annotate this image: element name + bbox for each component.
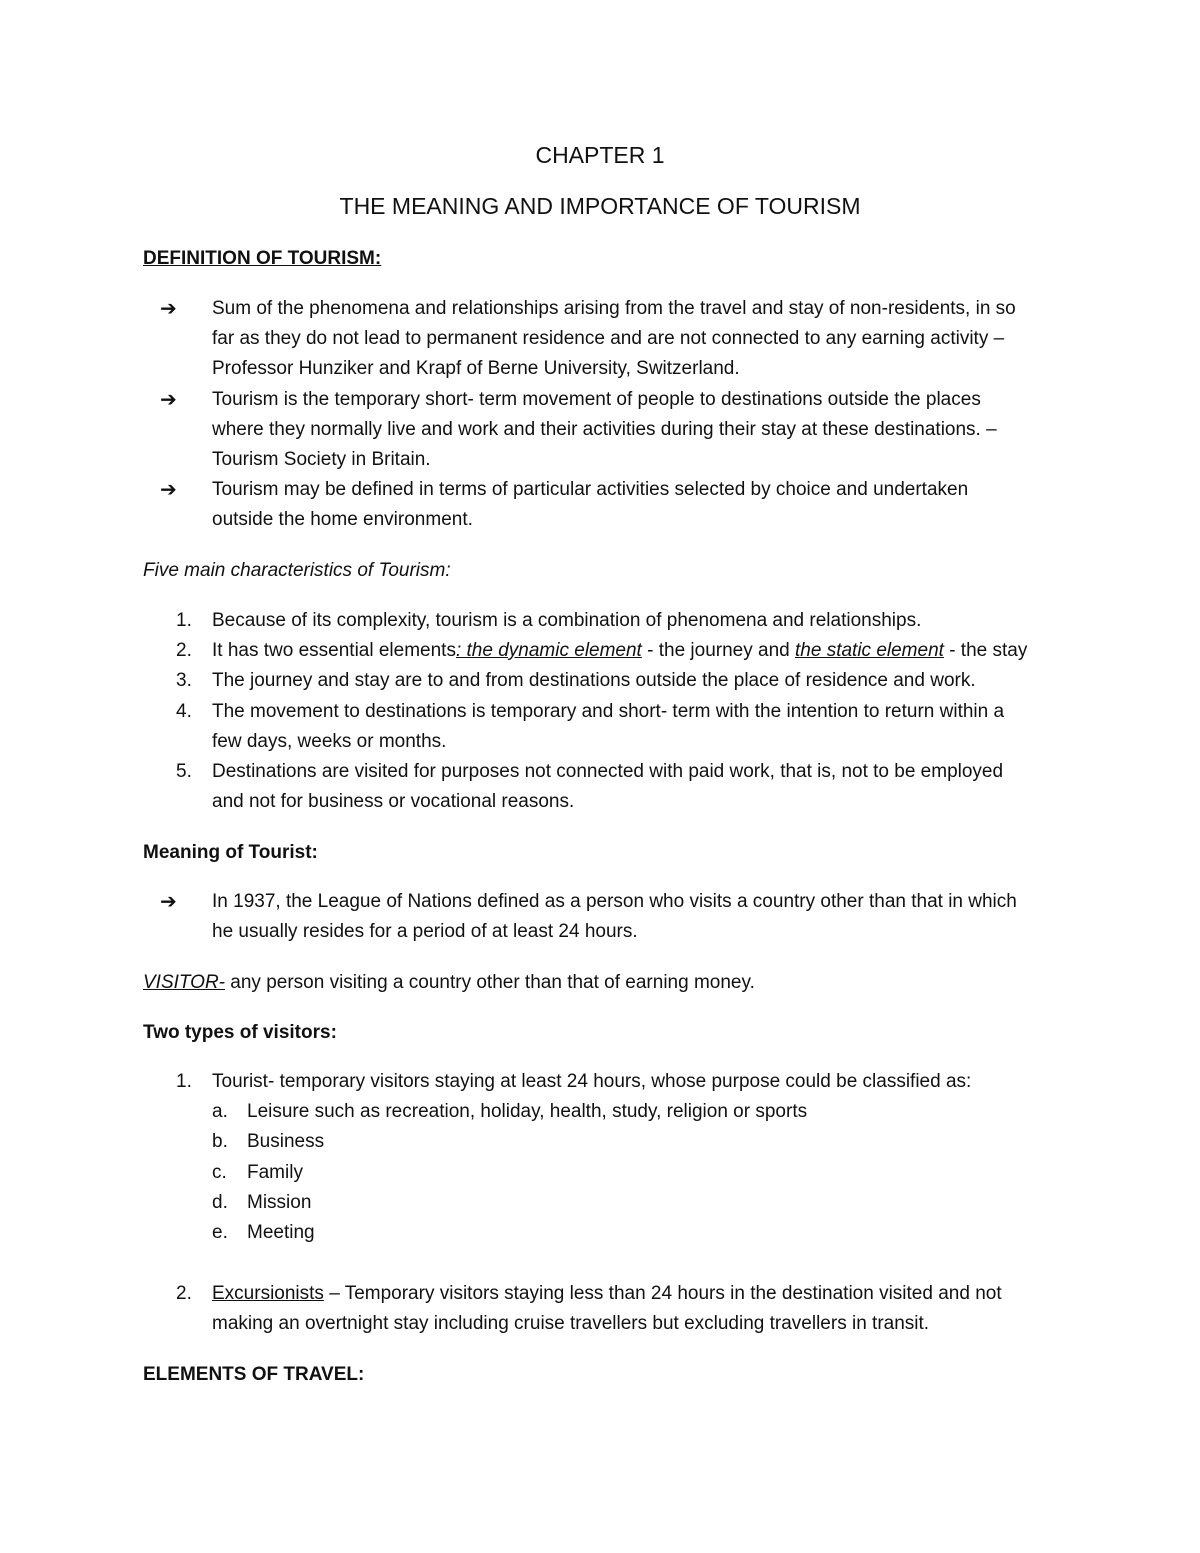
- characteristic-1: Because of its complexity, tourism is a combination of phenomena and relationships.: [212, 610, 922, 631]
- visitor-definition: [143, 971, 755, 995]
- excursionists-text: – Temporary visitors staying less than 24 hours in the destination visited and not: [323, 1283, 1002, 1304]
- list-number: 4.: [176, 701, 192, 722]
- characteristics-heading: Five main characteristics of Tourism:: [143, 560, 451, 581]
- characteristic-5-line-2: and not for business or vocational reasons.: [212, 791, 575, 812]
- definition-3-line-2: outside the home environment.: [212, 509, 473, 530]
- characteristic-3: The journey and stay are to and from destinations outside the place of residence and work.: [212, 670, 976, 691]
- purpose-item: Leisure such as recreation, holiday, health, study, religion or sports: [247, 1101, 808, 1122]
- definition-3-line-1: Tourism may be defined in terms of particular activities selected by choice and undertaken: [212, 479, 969, 500]
- list-letter: e.: [212, 1222, 228, 1243]
- list-letter: a.: [212, 1101, 228, 1122]
- visitor-type-excursionists-line-2: making an overtnight stay including cruise travellers but excluding travellers in transit.: [212, 1313, 930, 1334]
- characteristic-2-post: - the stay: [943, 640, 1028, 661]
- arrow-bullet-icon: ➔: [160, 389, 177, 411]
- visitor-text: any person visiting a country other than that of earning money.: [225, 972, 755, 993]
- arrow-bullet-icon: ➔: [160, 298, 177, 320]
- arrow-bullet-icon: ➔: [160, 479, 177, 501]
- tourist-definition-line-1: In 1937, the League of Nations defined as a person who visits a country other than that in which: [212, 891, 1017, 912]
- visitor-type-excursionists-line-1: [212, 1282, 1002, 1306]
- characteristic-2-mid: - the journey and: [641, 640, 795, 661]
- definition-2-line-3: Tourism Society in Britain.: [212, 449, 431, 470]
- characteristic-2-pre: It has two essential elements: [212, 640, 456, 661]
- definition-1-line-3: Professor Hunziker and Krapf of Berne University, Switzerland.: [212, 358, 740, 379]
- dynamic-element-term: : the dynamic element: [455, 640, 642, 661]
- definition-2-line-1: Tourism is the temporary short- term movement of people to destinations outside the places: [212, 389, 981, 410]
- tourist-definition-line-2: he usually resides for a period of at least 24 hours.: [212, 921, 638, 942]
- purpose-item: Mission: [247, 1192, 312, 1213]
- arrow-bullet-icon: ➔: [160, 891, 177, 913]
- definition-heading: DEFINITION OF TOURISM:: [143, 248, 382, 269]
- list-number: 1.: [176, 1071, 192, 1092]
- list-number: 2.: [176, 1283, 192, 1304]
- visitor-type-tourist: Tourist- temporary visitors staying at least 24 hours, whose purpose could be classified as:: [212, 1071, 972, 1092]
- list-letter: c.: [212, 1162, 227, 1183]
- definition-1-line-2: far as they do not lead to permanent residence and are not connected to any earning activity –: [212, 328, 1005, 349]
- visitor-term: VISITOR-: [143, 972, 225, 993]
- purpose-item: Meeting: [247, 1222, 315, 1243]
- characteristic-4-line-2: few days, weeks or months.: [212, 731, 447, 752]
- excursionists-term: Excursionists: [212, 1283, 324, 1304]
- list-letter: b.: [212, 1131, 228, 1152]
- static-element-term: the static element: [795, 640, 944, 661]
- characteristic-5-line-1: Destinations are visited for purposes not connected with paid work, that is, not to be employed: [212, 761, 1004, 782]
- list-letter: d.: [212, 1192, 228, 1213]
- tourist-heading: Meaning of Tourist:: [143, 842, 318, 863]
- definition-1-line-1: Sum of the phenomena and relationships arising from the travel and stay of non-residents, in so: [212, 298, 1016, 319]
- characteristic-2: [212, 639, 1027, 663]
- list-number: 5.: [176, 761, 192, 782]
- list-number: 2.: [176, 640, 192, 661]
- definition-2-line-2: where they normally live and work and their activities during their stay at these destinations. –: [212, 419, 997, 440]
- elements-heading: ELEMENTS OF TRAVEL:: [143, 1364, 365, 1385]
- chapter-title: CHAPTER 1: [535, 142, 665, 168]
- purpose-item: Business: [247, 1131, 325, 1152]
- list-number: 3.: [176, 670, 192, 691]
- characteristic-4-line-1: The movement to destinations is temporary and short- term with the intention to return within a: [212, 701, 1005, 722]
- purpose-item: Family: [247, 1162, 303, 1183]
- list-number: 1.: [176, 610, 192, 631]
- visitor-types-heading: Two types of visitors:: [143, 1022, 337, 1043]
- page-title: THE MEANING AND IMPORTANCE OF TOURISM: [339, 193, 861, 219]
